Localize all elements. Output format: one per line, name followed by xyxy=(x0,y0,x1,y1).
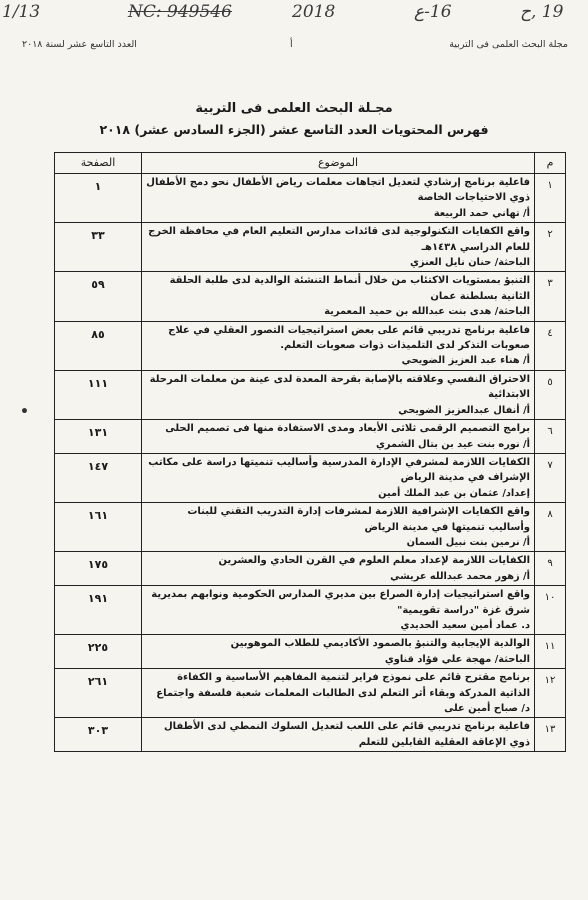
entry-number: ١٣ xyxy=(535,718,566,752)
header-page: الصفحة xyxy=(55,153,142,174)
table-row xyxy=(55,552,566,586)
entry-topic xyxy=(142,223,535,272)
entry-author: د. عماد أمين سعيد الحديدي xyxy=(400,619,530,631)
entry-title: واقع الكفايات التكنولوجية لدى قائدات مدارس التعليم العام في محافظة الخرج للعام الدراسي ١٤٣٨هـ xyxy=(148,226,530,253)
entry-page: ٣٣ xyxy=(55,223,142,272)
entry-number: ١٠ xyxy=(535,586,566,635)
entry-title: فاعلية برنامج تدريبي قائم على بعض استراتيجيات التصور العقلي في علاج صعوبات التذكر لدى التلميذات ذوات صعوبات التعلم. xyxy=(168,324,530,352)
table-row xyxy=(55,669,566,718)
entry-author: د/ صباح أمين على xyxy=(444,703,530,714)
table-header-row xyxy=(55,153,566,174)
entry-page: ٣٠٣ xyxy=(55,718,142,752)
entry-number: ٤ xyxy=(535,321,566,370)
entry-number: ٨ xyxy=(535,503,566,552)
entry-title: برامج التصميم الرقمى ثلاثى الأبعاد ومدى الاستفادة منها فى تصميم الحلى xyxy=(165,423,530,435)
entry-page: ١٧٥ xyxy=(55,552,142,586)
entry-number: ٥ xyxy=(535,370,566,419)
entry-topic xyxy=(142,174,535,223)
entry-number: ٣ xyxy=(535,272,566,321)
running-header-page-letter: أ xyxy=(290,39,293,50)
entry-number: ٧ xyxy=(535,453,566,502)
entry-title: برنامج مقترح قائم على نموذج فراير لتنمية المفاهيم الأساسية و الكفاءة الذاتية المدركة وبقاء أثر التعلم لدى الطالبات المعلمات شعبة فلسفة واجتماع xyxy=(156,672,530,699)
table-row xyxy=(55,586,566,635)
entry-title: الكفايات اللازمة لمشرفي الإدارة المدرسية وأساليب تنميتها دراسة على مكاتب الإشراف في مدينة الرياض xyxy=(148,456,530,484)
entry-author: أ/ زهور محمد عبدالله عريشي xyxy=(390,570,530,582)
entry-title: التنبؤ بمستويات الاكتئاب من خلال أنماط التنشئة الوالدية لدى طلبة الحلقة الثانية بسلطنة عمان xyxy=(169,275,530,302)
entry-page: ١٤٧ xyxy=(55,453,142,502)
entry-author: أ/ تهاني حمد الربيعة xyxy=(433,207,530,219)
entry-topic xyxy=(142,503,535,552)
entry-topic xyxy=(142,635,535,669)
entry-title: واقع استراتيجيات إدارة الصراع بين مديري المدارس الحكومية ونوابهم بمديرية شرق غزة "دراسة تقويمية" xyxy=(151,589,530,616)
entry-author: أ/ هناء عبد العزيز الضويحي xyxy=(401,355,530,367)
entry-page: ١١١ xyxy=(55,370,142,419)
table-row xyxy=(55,503,566,552)
running-header-issue: العدد التاسع عشر لسنة ٢٠١٨ xyxy=(22,39,137,50)
table-row xyxy=(55,321,566,370)
margin-mark: • xyxy=(20,404,29,420)
entry-author: الباحثة/ هدى بنت عبدالله بن حميد المعمرية xyxy=(324,306,530,318)
entry-number: ٢ xyxy=(535,223,566,272)
entry-page: ٨٥ xyxy=(55,321,142,370)
entry-topic xyxy=(142,420,535,454)
table-row xyxy=(55,718,566,752)
entry-number: ١١ xyxy=(535,635,566,669)
entry-title: الوالدية الإيجابية والتنبؤ بالصمود الأكاديمي للطلاب الموهوبين xyxy=(230,638,530,650)
table-row xyxy=(55,420,566,454)
entry-title: الاحتراق النفسي وعلاقته بالإصابة بقرحة المعدة لدى عينة من معلمات المرحلة الابتدائية xyxy=(149,373,530,401)
page-title: مجـلة البحث العلمى فى التربية xyxy=(195,101,393,116)
entry-topic xyxy=(142,552,535,586)
handwritten-issue-mark: 16-ع xyxy=(414,2,452,22)
entry-page: ١ xyxy=(55,174,142,223)
entry-page: ٢٦١ xyxy=(55,669,142,718)
entry-title: فاعلية برنامج إرشادي لتعديل اتجاهات معلمات رياض الأطفال نحو دمج الأطفال ذوي الاحتياجات الخاصة xyxy=(146,177,530,204)
entry-topic xyxy=(142,272,535,321)
table-row xyxy=(55,272,566,321)
table-row xyxy=(55,635,566,669)
handwritten-page-fraction: 1/13 xyxy=(2,2,41,22)
page-subtitle: فهرس المحتويات العدد التاسع عشر (الجزء السادس عشر) ٢٠١٨ xyxy=(99,122,489,137)
table-row xyxy=(55,174,566,223)
entry-author: أ/ أنفال عبدالعزيز الضويحي xyxy=(398,404,530,416)
entry-page: ١٣١ xyxy=(55,420,142,454)
handwritten-right-number: 19 ,ح xyxy=(520,2,564,22)
entry-topic xyxy=(142,718,535,752)
entry-topic xyxy=(142,453,535,502)
entry-author: الباحثة/ حنان نايل العنزي xyxy=(409,257,530,269)
table-row xyxy=(55,223,566,272)
entry-topic xyxy=(142,370,535,419)
header-topic: الموضوع xyxy=(142,153,535,174)
entry-topic xyxy=(142,586,535,635)
handwritten-year: 2018 xyxy=(292,2,336,22)
header-num: م xyxy=(535,153,566,174)
entry-title: فاعلية برنامج تدريبي قائم على اللعب لتعديل السلوك النمطي لدى الأطفال ذوي الإعاقة العقلية القابلين للتعلم xyxy=(164,721,530,748)
running-header-journal: مجلة البحث العلمى فى التربية xyxy=(449,39,568,50)
entry-page: ٥٩ xyxy=(55,272,142,321)
entry-title: الكفايات اللازمة لإعداد معلم العلوم في القرن الحادي والعشرين xyxy=(218,555,530,567)
entry-number: ٩ xyxy=(535,552,566,586)
contents-table-body xyxy=(55,174,566,752)
entry-author: الباحثة/ مهجة علي فؤاد قناوي xyxy=(384,653,530,665)
entry-page: ١٦١ xyxy=(55,503,142,552)
entry-title: واقع الكفايات الإشرافية اللازمة لمشرفات إدارة التدريب التقني للبنات وأساليب تنميتها في مدينة الرياض xyxy=(187,506,530,533)
entry-author: إعداد/ عثمان بن عبد الملك أمين xyxy=(378,487,530,499)
entry-author: أ/ نرمين بنت نبيل السمان xyxy=(406,536,530,548)
table-row xyxy=(55,453,566,502)
entry-topic xyxy=(142,669,535,718)
entry-page: ٢٢٥ xyxy=(55,635,142,669)
entry-author: أ/ نوره بنت عيد بن بتال الشمري xyxy=(375,438,530,450)
entry-topic xyxy=(142,321,535,370)
contents-table xyxy=(54,152,566,752)
table-row xyxy=(55,370,566,419)
entry-number: ١٢ xyxy=(535,669,566,718)
entry-number: ٦ xyxy=(535,420,566,454)
entry-page: ١٩١ xyxy=(55,586,142,635)
handwritten-nc-number: NC: 949546 xyxy=(128,2,232,22)
entry-number: ١ xyxy=(535,174,566,223)
